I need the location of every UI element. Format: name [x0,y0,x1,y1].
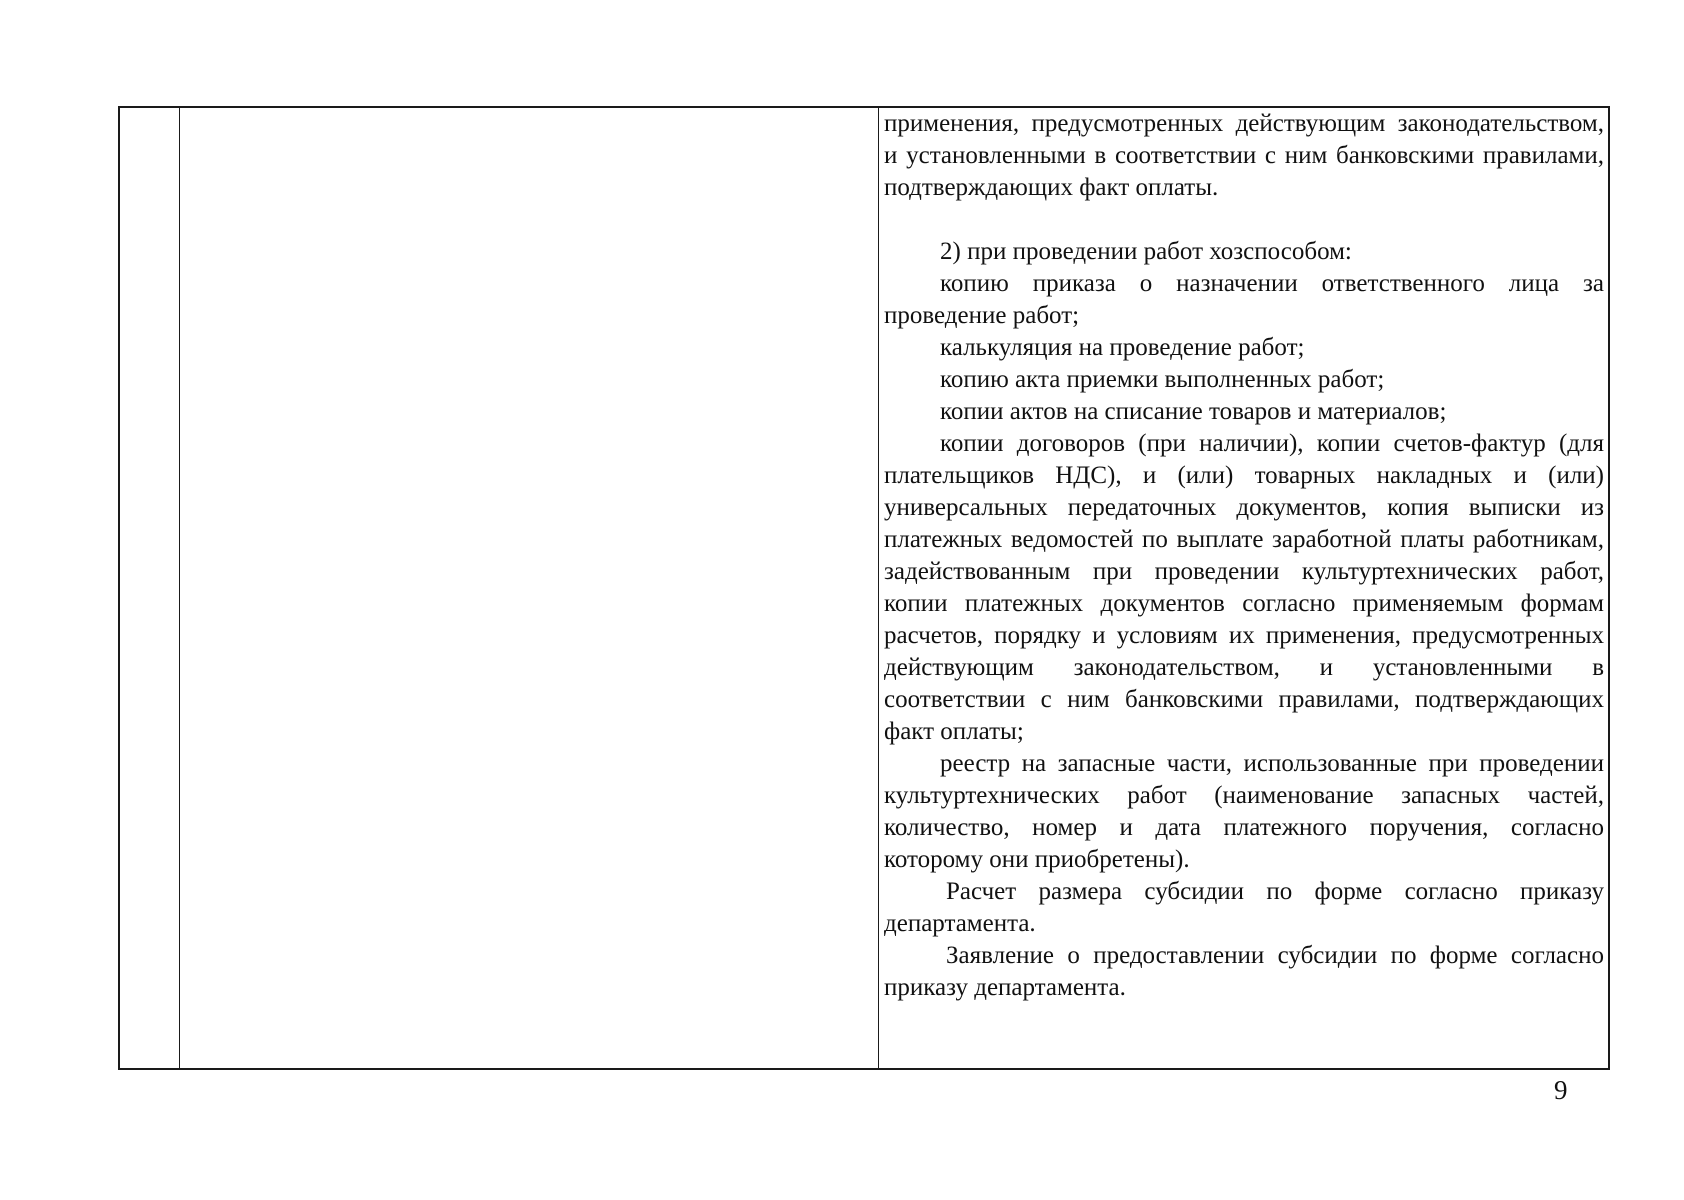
column-divider-2 [878,108,879,1068]
page-number: 9 [1554,1075,1568,1105]
paragraph-self-performed-works: 2) при проведении работ хозспособом: [940,238,1352,265]
paragraph-calculation: калькуляция на проведение работ; [940,334,1305,361]
paragraph-spacer [884,204,1604,236]
paragraph-payment-confirmation: применения, предусмотренных действующим законодательством, и установленными в соответствии с ним банковскими правилами, подтверждающих факт оплаты. [884,110,1604,201]
paragraph-acceptance-act: копию акта приемки выполненных работ; [940,366,1385,393]
paragraph-order-copy: копию приказа о назначении ответственного лица за проведение работ; [884,270,1604,329]
paragraph-subsidy-application: Заявление о предоставлении субсидии по форме согласно приказу департамента. [884,942,1604,1001]
requirements-cell [884,108,1604,1004]
document-table [118,106,1610,1070]
paragraph-subsidy-calculation: Расчет размера субсидии по форме согласно приказу департамента. [884,878,1604,937]
paragraph-write-off-acts: копии актов на списание товаров и материалов; [940,398,1447,425]
column-divider-1 [179,108,180,1068]
paragraph-spare-parts-register: реестр на запасные части, использованные при проведении культуртехнических работ (наименование запасных частей, количество, номер и дата платежного поручения, согласно которому они приобретены). [884,750,1604,873]
paragraph-contracts-invoices: копии договоров (при наличии), копии счетов-фактур (для плательщиков НДС), и (или) товарных накладных и (или) универсальных передаточных документов, копия выписки из платежных ведомостей по выплате заработной платы работникам, задействованным при проведении культуртехнических работ, копии платежных документов согласно применяемым формам расчетов, порядку и условиям их применения, предусмотренных действующим законодательством, и установленными в соответствии с ним банковскими правилами, подтверждающих факт оплаты; [884,430,1604,745]
